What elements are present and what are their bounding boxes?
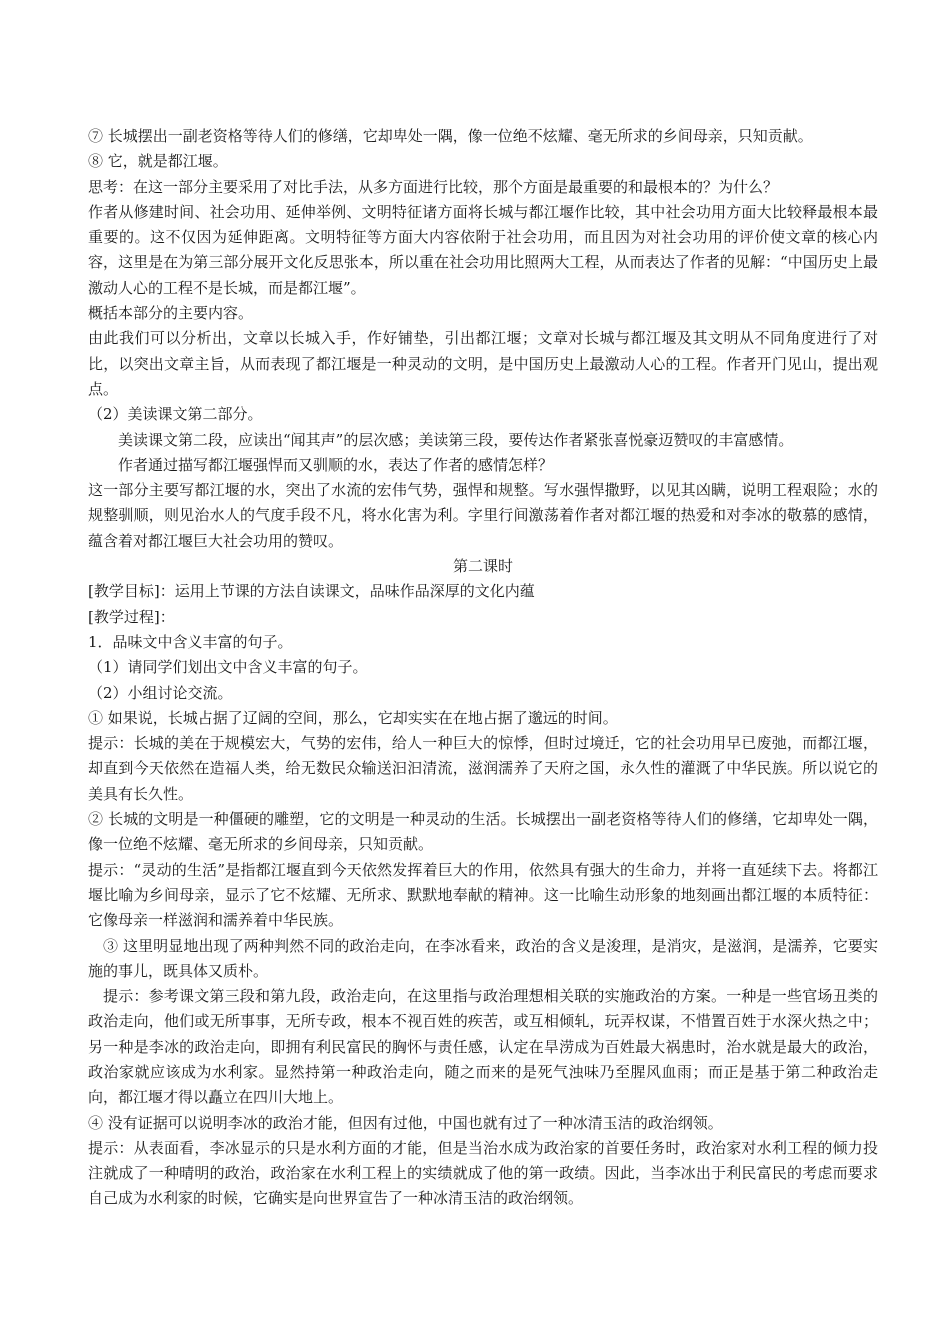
paragraph-teaching-process: [教学过程]：	[88, 607, 175, 626]
paragraph-thinking-question: 思考：在这一部分主要采用了对比手法，从多方面进行比较，那个方面是最重要的和最根本的？为什么？	[88, 177, 779, 196]
paragraph-sentence-7: ⑦ 长城摆出一副老资格等待人们的修缮，它却卑处一隅，像一位绝不炫耀、毫无所求的乡间母亲，只知贡献。	[88, 127, 813, 145]
paragraph-hint-3: 提示：参考课文第三段和第九段，政治走向，在这里指与政治理想相关联的实施政治的方案。一种是一些官场丑类的政治走向，他们或无所事事，无所专政，根本不视百姓的疾苦，或互相倾轧，玩弄权谋，不惜置百姓于水深火热之中；另一种是李冰的政治走向，即拥有利民富民的胸怀与责任感，认定在旱涝成为百姓最大祸患时，治水就是最大的政治，政治家就应该成为水利家。显然持第一种政治走向，随之而来的是死气浊味乃至腥风血雨；而正是基于第二种政治走向，都江堰才得以矗立在四川大地上。	[88, 987, 878, 1107]
paragraph-water-answer: 这一部分主要写都江堰的水，突出了水流的宏伟气势，强悍和规整。写水强悍撒野，以见其凶瞒，说明工程艰险；水的规整驯顺，则见治水人的气度手段不凡，将水化害为利。字里行间激荡着作者对都江堰的热爱和对李冰的敬慕的感情，蕴含着对都江堰巨大社会功用的赞叹。	[88, 481, 878, 550]
paragraph-reading-part-two: （2）美读课文第二部分。	[88, 405, 263, 424]
paragraph-summarize-prompt: 概括本部分的主要内容。	[88, 304, 254, 323]
paragraph-sentence-1: ① 如果说，长城占据了辽阔的空间，那么，它却实实在在地占据了邈远的时间。	[88, 708, 618, 727]
paragraph-sentence-4: ④ 没有证据可以说明李冰的政治才能，但因有过他，中国也就有过了一种冰清玉洁的政治纲领。	[88, 1113, 723, 1132]
paragraph-analysis: 由此我们可以分析出，文章以长城入手，作好铺垫，引出都江堰；文章对长城与都江堰及其文明从不同角度进行了对比，以突出文章主旨，从而表现了都江堰是一种灵动的文明，是中国历史上最激动人心的工程。作者开门见山，提出观点。	[88, 329, 878, 398]
paragraph-water-question: 作者通过描写都江堰强悍而又驯顺的水，表达了作者的感情怎样？	[118, 455, 554, 474]
paragraph-hint-1: 提示：长城的美在于规模宏大，气势的宏伟，给人一种巨大的惊悸，但时过境迁，它的社会功用早已废弛，而都江堰，却直到今天依然在造福人类，给无数民众输送汩汩清流，滋润濡养了天府之国，永久性的灌溉了中华民族。所以说它的美具有长久性。	[88, 734, 878, 803]
paragraph-step-1-2: （2）小组讨论交流。	[88, 683, 233, 702]
paragraph-teaching-goal: [教学目标]：运用上节课的方法自读课文，品味作品深厚的文化内蕴	[88, 582, 535, 601]
paragraph-comparison-answer: 作者从修建时间、社会功用、延伸举例、文明特征诸方面将长城与都江堰作比较，其中社会功用方面大比较释最根本最重要的。这不仅因为延伸距离。文明特征等方面大内容依附于社会功用，而且因为对社会功用的评价使文章的核心内容，这里是在为第三部分展开文化反思张本，所以重在社会功用比照两大工程，从而表达了作者的见解：“中国历史上最激动人心的工程不是长城，而是都江堰”。	[88, 202, 878, 297]
document-page	[88, 124, 878, 1212]
paragraph-sentence-3: ③ 这里明显地出现了两种判然不同的政治走向，在李冰看来，政治的含义是浚理，是消灾，是滋润，是濡养，它要实施的事儿，既具体又质朴。	[88, 936, 878, 980]
paragraph-hint-4: 提示：从表面看，李冰显示的只是水利方面的才能，但是当治水成为政治家的首要任务时，政治家对水利工程的倾力投注就成了一种晴明的政治，政治家在水利工程上的实绩就成了他的第一政绩。因此，当李冰出于利民富民的考虑而要求自己成为水利家的时候，它确实是向世界宣告了一种冰清玉洁的政治纲领。	[88, 1138, 878, 1208]
paragraph-sentence-8: ⑧ 它，就是都江堰。	[88, 152, 228, 171]
paragraph-hint-2: 提示：“灵动的生活”是指都江堰直到今天依然发挥着巨大的作用，依然具有强大的生命力，并将一直延续下去。将都江堰比喻为乡间母亲，显示了它不炫耀、无所求、默默地奉献的精神。这一比喻生动形象的地刻画出都江堰的本质特征：它像母亲一样滋润和濡养着中华民族。	[88, 860, 878, 930]
section-heading-second-lesson: 第二课时	[452, 557, 513, 576]
paragraph-reading-guidance: 美读课文第二段，应读出“闻其声”的层次感；美读第三段，要传达作者紧张喜悦豪迈赞叹的丰富感情。	[118, 430, 794, 449]
paragraph-step-1-1: （1）请同学们划出文中含义丰富的句子。	[88, 658, 368, 677]
paragraph-sentence-2: ② 长城的文明是一种僵硬的雕塑，它的文明是一种灵动的生活。长城摆出一副老资格等待人们的修缮，它却卑处一隅，像一位绝不炫耀、毫无所求的乡间母亲，只知贡献。	[88, 810, 878, 854]
paragraph-step-1: 1．品味文中含义丰富的句子。	[88, 632, 293, 651]
